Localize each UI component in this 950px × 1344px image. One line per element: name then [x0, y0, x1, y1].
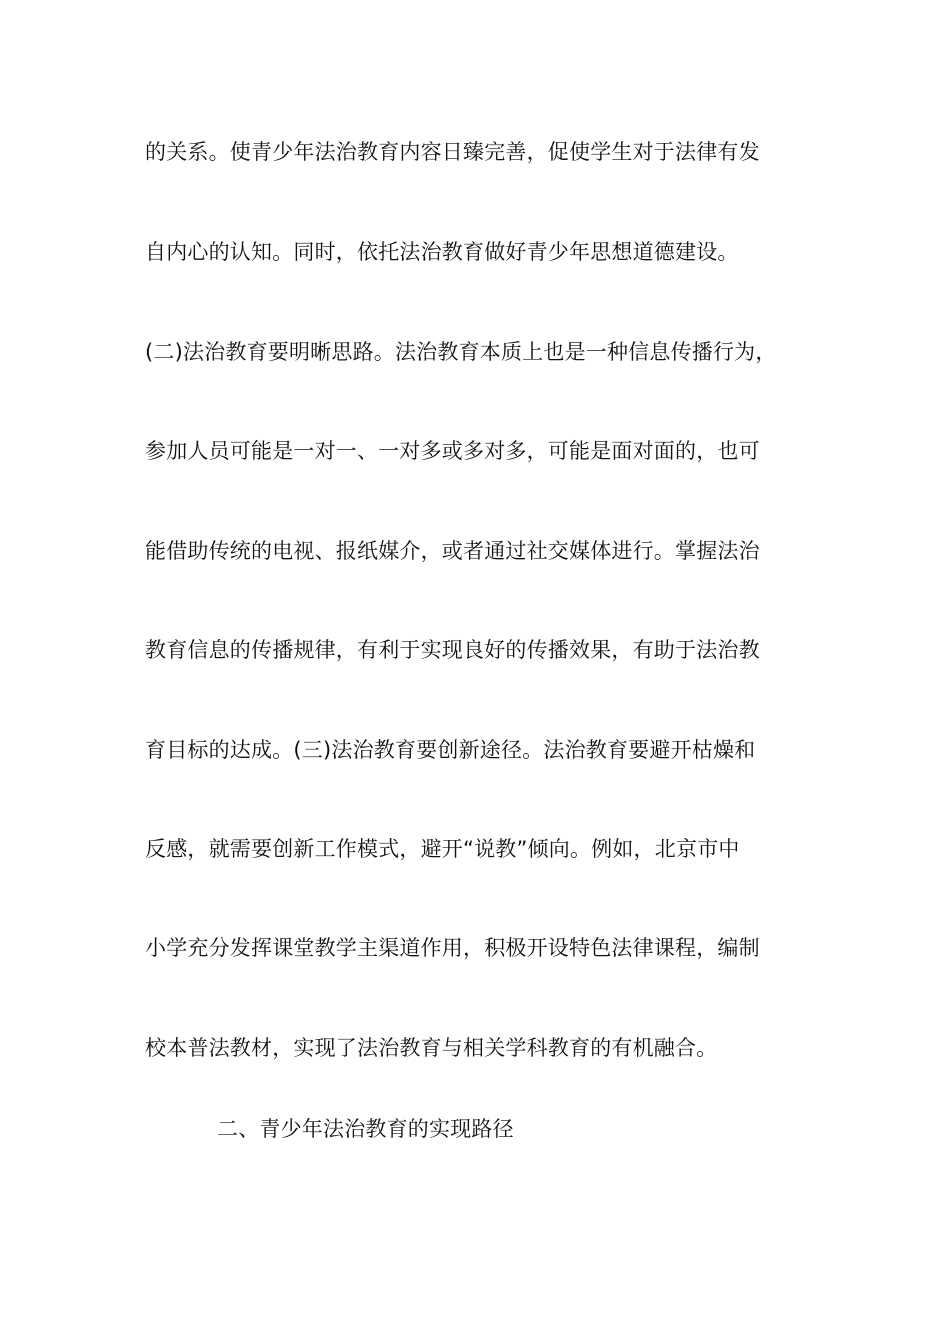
body-text-line: (二)法治教育要明晰思路。法治教育本质上也是一种信息传播行为，	[145, 340, 777, 364]
body-text-line: 教育信息的传播规律，有利于实现良好的传播效果，有助于法治教	[145, 638, 760, 662]
body-text-line: 的关系。使青少年法治教育内容日臻完善，促使学生对于法律有发	[145, 140, 760, 164]
section-heading: 二、青少年法治教育的实现路径	[217, 1117, 514, 1141]
body-text-line: 参加人员可能是一对一、一对多或多对多，可能是面对面的，也可	[145, 439, 760, 463]
body-text-line: 自内心的认知。同时，依托法治教育做好青少年思想道德建设。	[145, 240, 739, 264]
body-text-line: 小学充分发挥课堂教学主渠道作用，积极开设特色法律课程，编制	[145, 936, 760, 960]
body-text-line: 育目标的达成。(三)法治教育要创新途径。法治教育要避开枯燥和	[145, 738, 756, 762]
body-text-line: 能借助传统的电视、报纸媒介，或者通过社交媒体进行。掌握法治	[145, 539, 760, 563]
body-text-line: 校本普法教材，实现了法治教育与相关学科教育的有机融合。	[145, 1036, 718, 1060]
body-text-line: 反感，就需要创新工作模式，避开“说教”倾向。例如，北京市中	[145, 837, 740, 861]
